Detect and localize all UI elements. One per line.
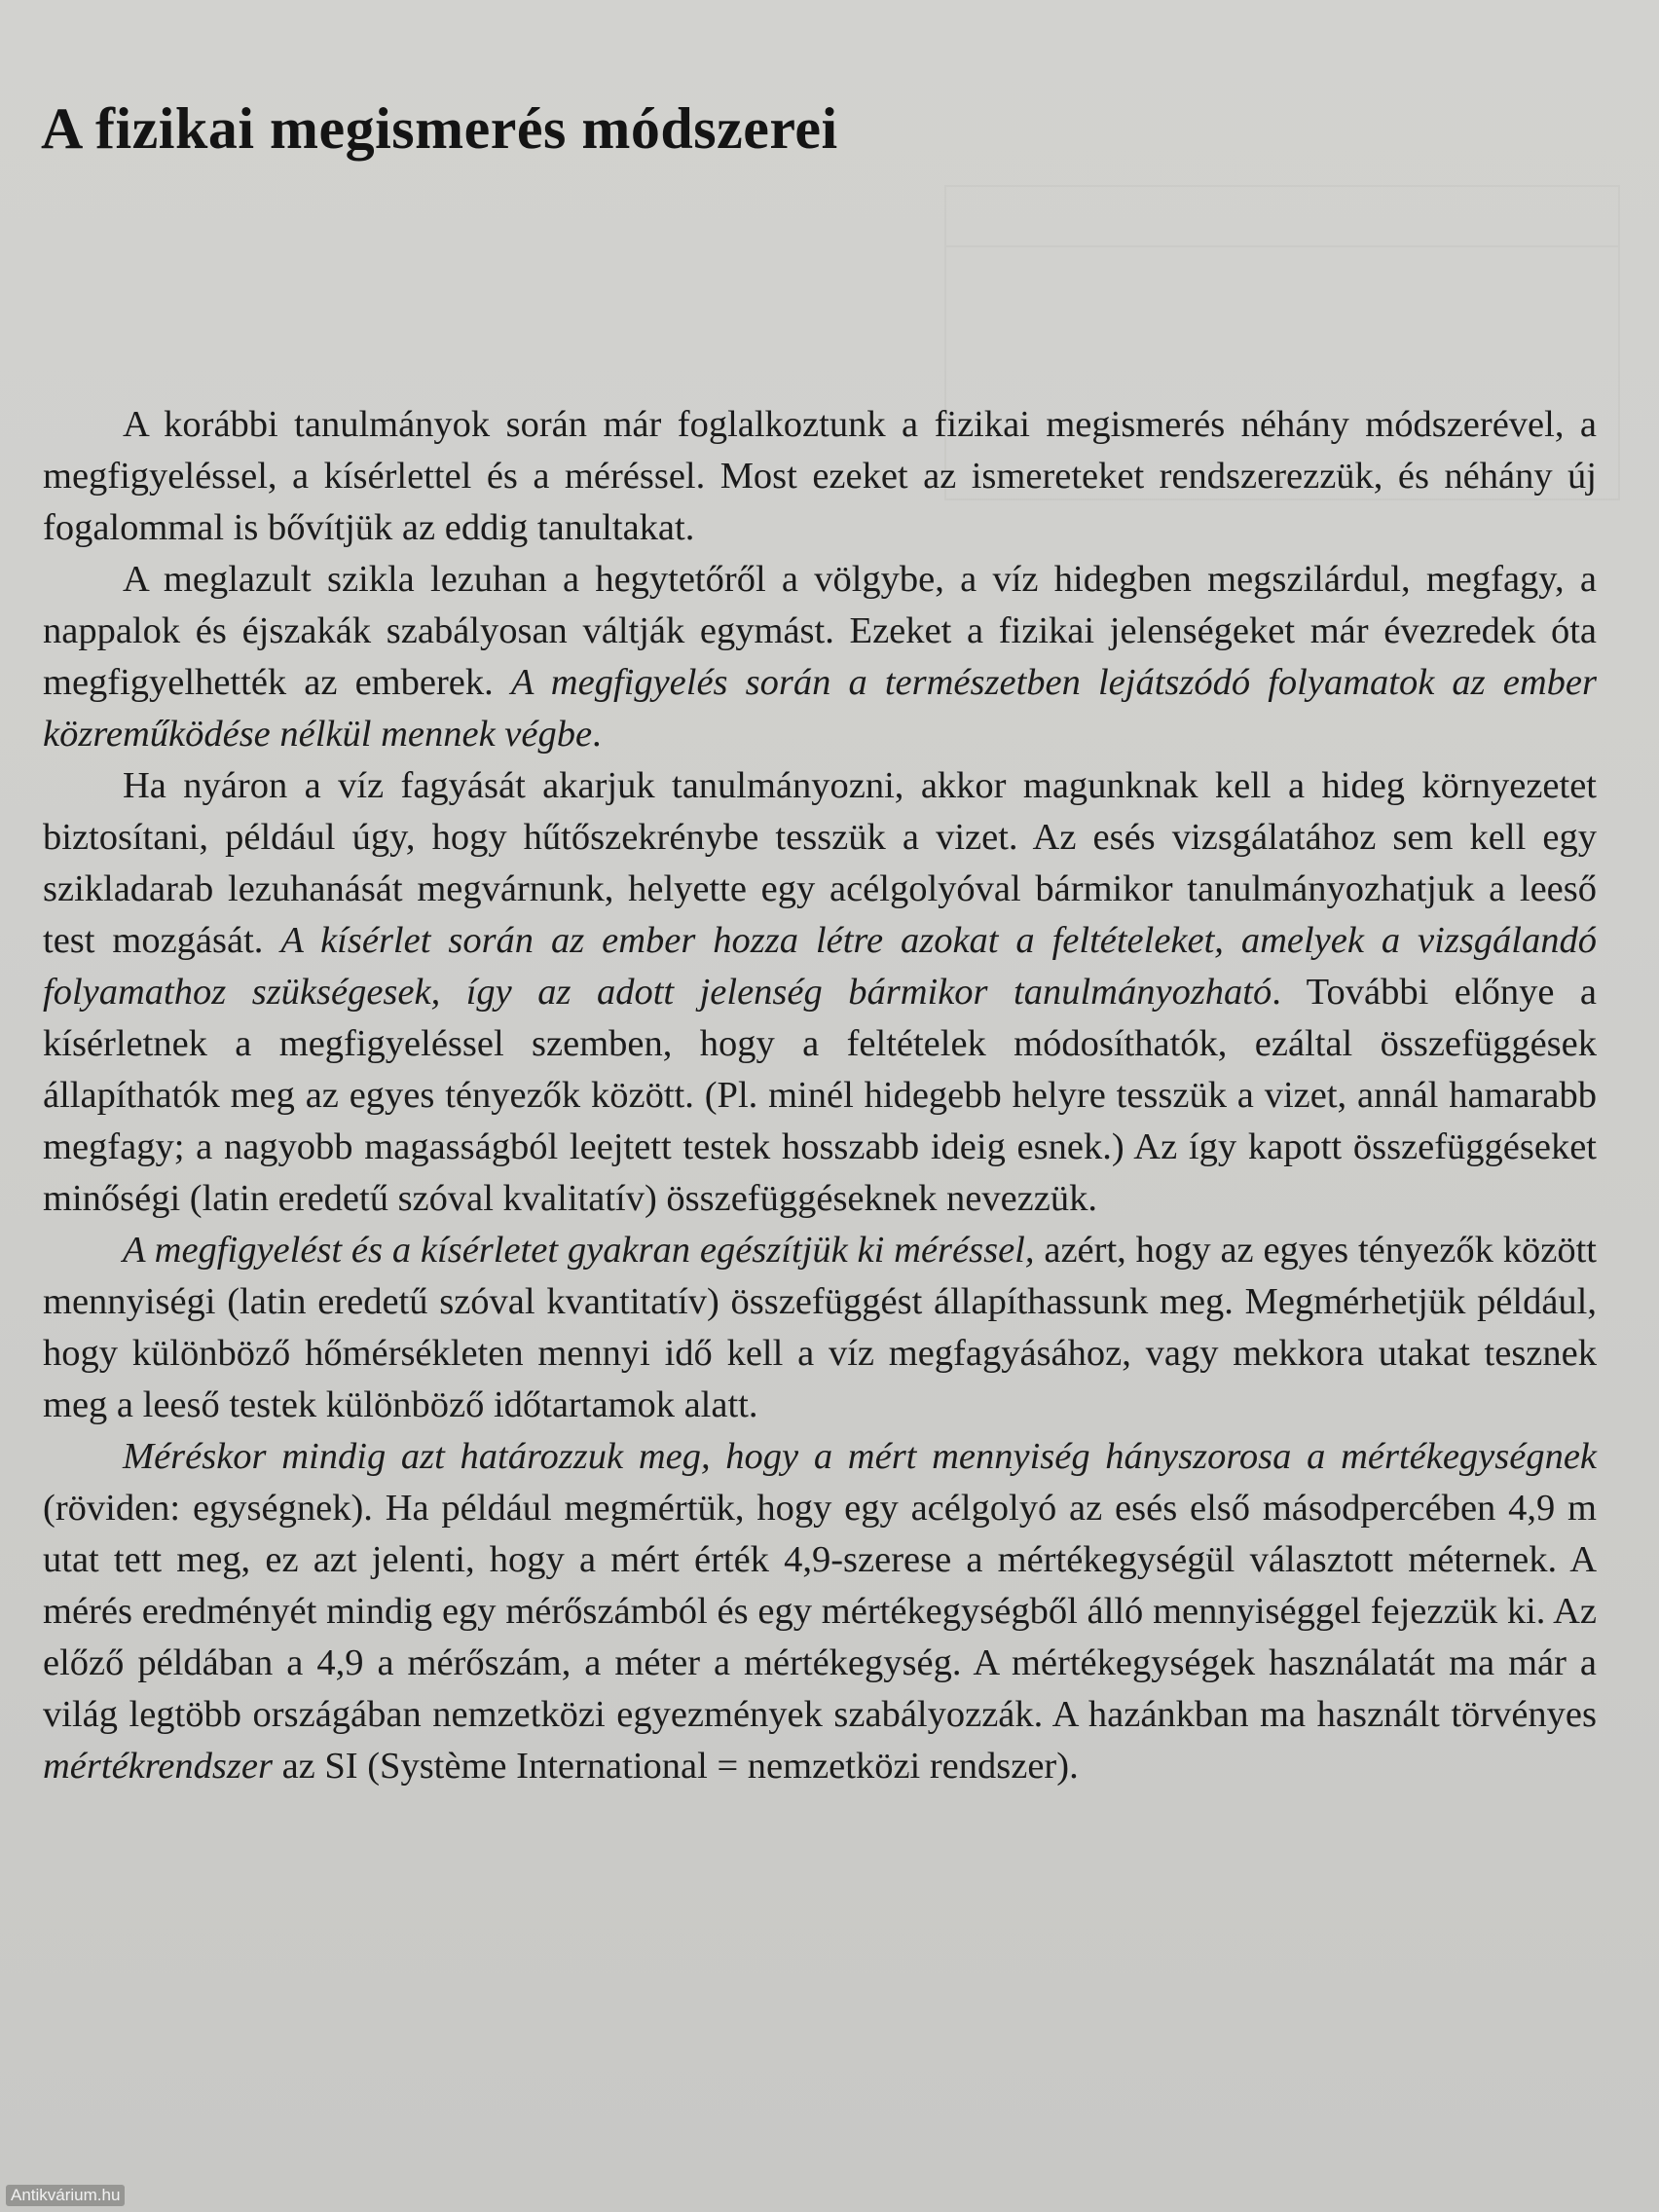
text-run: A meglazult szikla lezuhan a hegytetőről a völgybe, a víz hidegben megszilárdul, megfagy, a nappalok és éjszakák szabályosan váltják egymást. Ezeket a fizikai jelenségeket már évezredek óta megfigyelhették az emberek. — [43, 559, 1597, 703]
italic-definition: A megfigyelés során a természetben lejátszódó folyamatok az ember közreműködése nélkül mennek végbe — [43, 662, 1597, 755]
paragraph-experiment — [43, 760, 1597, 1225]
italic-definition: A kísérlet során az ember hozza létre azokat a feltételeket, amelyek a vizsgálandó folyamathoz szükségesek, így az adott jelenség bármikor tanulmányozható — [43, 920, 1597, 1013]
paragraph-observation — [43, 554, 1597, 760]
paragraph-intro — [43, 399, 1597, 554]
body-text — [43, 399, 1597, 1792]
page-title: A fizikai megismerés módszerei — [41, 96, 838, 161]
paragraph-measurement — [43, 1225, 1597, 1431]
paragraph-units — [43, 1431, 1597, 1792]
italic-definition: A megfigyelést és a kísérletet gyakran egészítjük ki méréssel, — [123, 1230, 1035, 1271]
text-run: . — [592, 714, 602, 755]
italic-definition: Méréskor mindig azt határozzuk meg, hogy a mért mennyiség hányszorosa a mértékegységnek — [123, 1436, 1597, 1477]
italic-definition: mértékrendszer — [43, 1746, 273, 1787]
text-run: (röviden: egységnek). Ha például megmértük, hogy egy acélgolyó az esés első másodpercében 4,9 m utat tett meg, ez azt jelenti, hogy a mért érték 4,9-szerese a mértékegységül választott méternek. A mérés eredményét mindig egy mérőszámból és egy mértékegységből álló mennyiséggel fejezzük ki. Az előző példában a 4,9 a mérőszám, a méter a mértékegység. A mértékegységek használatát ma már a világ legtöbb országában nemzetközi egyezmények szabályozzák. A hazánkban ma használt törvényes — [43, 1488, 1597, 1735]
text-run: Ha nyáron a víz fagyását akarjuk tanulmányozni, akkor magunknak kell a hideg környezetet biztosítani, például úgy, hogy hűtőszekrénybe tesszük a vizet. Az esés vizsgálatához sem kell egy szikladarab lezuhanását megvárnunk, helyette egy acélgolyóval bármikor tanulmányozhatjuk a leeső test mozgását. — [43, 765, 1597, 961]
text-run: . További előnye a kísérletnek a megfigyeléssel szemben, hogy a feltételek módosíthatók, ezáltal összefüggések állapíthatók meg az egyes tényezők között. (Pl. minél hidegebb helyre tesszük a vizet, annál hamarabb megfagy; a nagyobb magasságból leejtett testek hosszabb ideig esnek.) Az így kapott összefüggéseket minőségi (latin eredetű szóval kvalitatív) összefüggéseknek nevezzük. — [43, 972, 1597, 1219]
text-run: azért, hogy az egyes tényezők között mennyiségi (latin eredetű szóval kvantitatív) összefüggést állapíthassunk meg. Megmérhetjük például, hogy különböző hőmérsékleten mennyi idő kell a víz megfagyásához, vagy mekkora utakat tesznek meg a leeső testek különböző időtartamok alatt. — [43, 1230, 1597, 1425]
text-run: az SI (Système International = nemzetközi rendszer). — [272, 1746, 1079, 1787]
text-run: A korábbi tanulmányok során már foglalkoztunk a fizikai megismerés néhány módszerével, a megfigyeléssel, a kísérlettel és a méréssel. Most ezeket az ismereteket rendszerezzük, és néhány új fogalommal is bővítjük az eddig tanultakat. — [43, 404, 1597, 548]
watermark-label: Antikvárium.hu — [6, 2185, 125, 2206]
